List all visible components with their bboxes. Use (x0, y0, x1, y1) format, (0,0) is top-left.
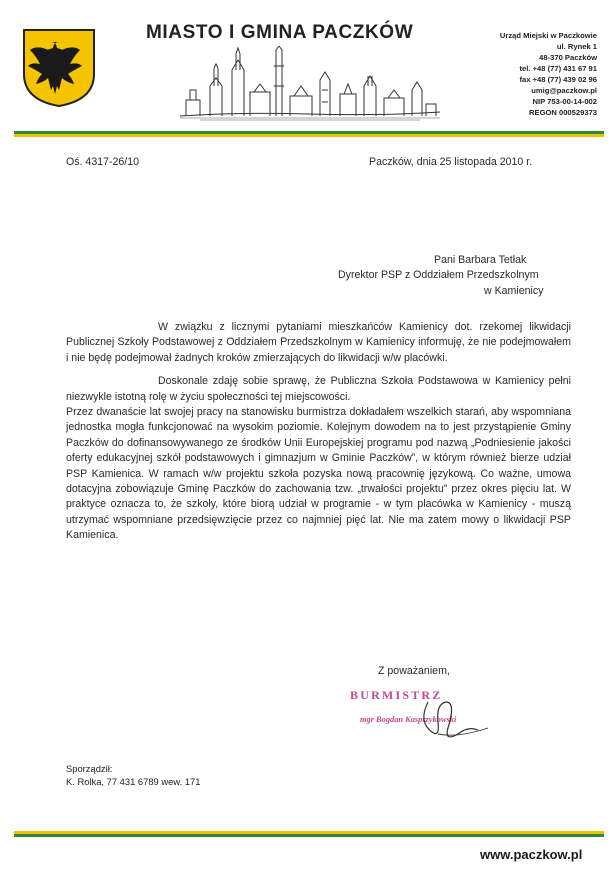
mayor-stamp-title: BURMISTRZ (350, 688, 443, 702)
footer-stripe-green (14, 834, 604, 837)
recipient-block (338, 253, 568, 299)
contact-block (427, 30, 597, 118)
contact-street: ul. Rynek 1 (556, 42, 597, 51)
contact-fax: fax +48 (77) 439 02 96 (519, 75, 597, 84)
header-stripe-yellow (14, 134, 604, 137)
city-title: MIASTO I GMINA PACZKÓW (146, 22, 414, 43)
contact-nip: NIP 753-00-14-002 (532, 97, 597, 106)
paragraph-1: W związku z licznymi pytaniami mieszkańców Kamienicy dot. rzekomej likwidacji Publicznej Szkoły Podstawowej z Oddziałem Przedszkolnym w Kamienicy informuję, że nie podejmowałem i nie będę podejmował żadnych kroków zmierzających do likwidacji w/w placówki. (66, 321, 571, 364)
contact-phone: tel. +48 (77) 431 67 91 (519, 64, 597, 73)
letter-body (66, 320, 571, 544)
paragraph-3: Przez dwanaście lat swojej pracy na stanowisku burmistrza dokładałem wszelkich starań, aby wspomniana jednostka mogła funkcjonować na wysokim poziomie. Kolejnym dowodem na to jest przystąpienie Gminy Paczków do dofinansowywanego ze środków Unii Europejskiej programu pod nazwą „Podniesienie jakości oferty edukacyjnej szkół podstawowych i gimnazjum w Gminie Paczków”, w którym również bierze udział PSP Kamienica. W ramach w/w projektu szkoła pozyska nową pracownię językową. Co ważne, umowa dotacyjna zobowiązuje Gminę Paczków do zachowania tzw. „trwałości projektu” przez okres pięciu lat. W praktyce oznacza to, że szkoły, które biorą udział w programie - w tym placówka w Kamienicy - muszą utrzymać wspomniane przedsięwzięcie przez co najmniej pięć lat. Nie ma zatem mowy o likwidacji PSP Kamienica. (66, 406, 571, 542)
place-date: Paczków, dnia 25 listopada 2010 r. (369, 156, 533, 168)
reference-number: Oś. 4317-26/10 (66, 156, 140, 168)
closing-phrase: Z poważaniem, (378, 665, 450, 677)
paragraph-2: Doskonale zdaję sobie sprawę, że Publiczna Szkoła Podstawowa w Kamienicy pełni niezwykle istotną rolę w życiu społeczności tej miejscowości. (66, 375, 571, 403)
town-skyline-illustration (180, 46, 440, 122)
recipient-position: Dyrektor PSP z Oddziałem Przedszkolnym (338, 269, 539, 282)
eagle-crest-icon (22, 28, 96, 108)
recipient-name: Pani Barbara Tetłak (434, 254, 527, 266)
prepared-by: K. Rolka, 77 431 6789 wew. 171 (66, 776, 201, 787)
contact-regon: REGON 000529373 (529, 108, 597, 117)
footer-website-link[interactable]: www.paczkow.pl (480, 847, 583, 862)
prepared-label: Sporządził: (66, 763, 113, 774)
contact-email: umig@paczkow.pl (531, 86, 597, 95)
contact-postcode: 48-370 Paczków (539, 53, 597, 62)
mayor-stamp-name: mgr Bogdan Kasprzykowski (360, 715, 457, 724)
recipient-city: w Kamienicy (484, 284, 544, 297)
contact-office: Urząd Miejski w Paczkowie (499, 31, 597, 40)
handwritten-signature (398, 694, 508, 746)
